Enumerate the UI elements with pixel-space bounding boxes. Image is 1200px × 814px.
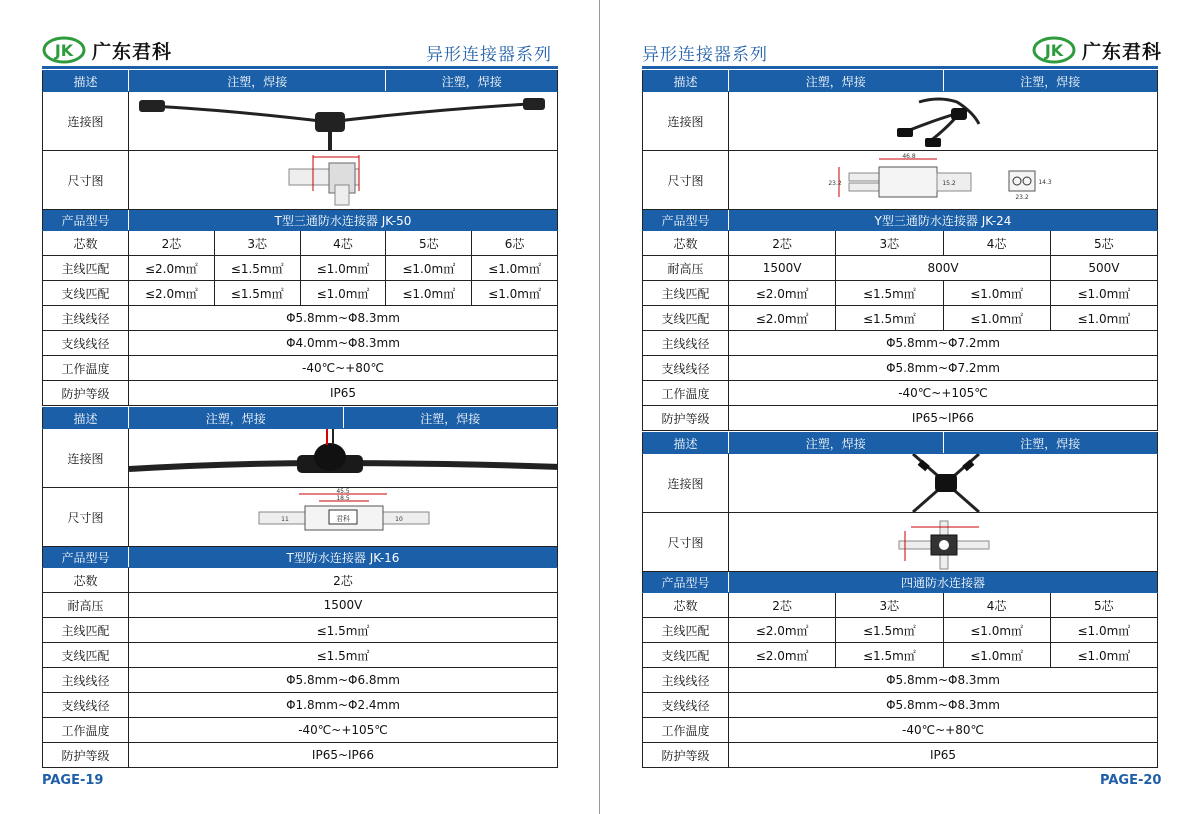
cell: 4芯	[300, 231, 386, 256]
dimension-drawing	[729, 513, 1158, 572]
table-row	[43, 256, 558, 281]
dim-w2-text: 18.5	[336, 495, 350, 502]
cell: ≤2.0m㎡	[129, 256, 215, 281]
dimension-label: 尺寸图	[43, 488, 129, 547]
table-header-row	[643, 572, 1158, 593]
series-title: 异形连接器系列	[642, 45, 768, 65]
cell: -40℃~+105℃	[129, 718, 558, 743]
table-header-row	[43, 408, 558, 429]
dimension-drawing	[129, 151, 558, 210]
ip-label: 防护等级	[643, 406, 729, 431]
page-20	[600, 0, 1200, 814]
desc-label: 描述	[643, 433, 729, 454]
table-row	[43, 356, 558, 381]
page-number: PAGE-19	[42, 773, 104, 788]
table-row	[643, 281, 1158, 306]
cell: Φ5.8mm~Φ7.2mm	[729, 331, 1158, 356]
voltage-label: 耐高压	[43, 593, 129, 618]
desc-a: 注塑，焊接	[129, 408, 344, 429]
model-name: 四通防水连接器	[729, 572, 1158, 593]
cell: ≤1.0m㎡	[943, 306, 1050, 331]
branch-match-label: 支线匹配	[643, 306, 729, 331]
connection-photo	[129, 92, 558, 151]
cell: 3芯	[836, 231, 943, 256]
cell: ≤1.0m㎡	[386, 256, 472, 281]
table-row	[643, 513, 1158, 572]
spec-table-jk24	[642, 70, 1158, 431]
table-row	[643, 306, 1158, 331]
table-row	[43, 593, 558, 618]
spec-table-four-way	[642, 432, 1158, 768]
cell: Φ4.0mm~Φ8.3mm	[129, 331, 558, 356]
branch-dia-label: 支线线径	[43, 331, 129, 356]
cores-label: 芯数	[643, 593, 729, 618]
spec-table-jk16	[42, 407, 558, 768]
logo-mark-text: JK	[1044, 41, 1064, 60]
cell: 5芯	[386, 231, 472, 256]
cell: ≤1.5m㎡	[836, 281, 943, 306]
brand-logo	[1032, 36, 1162, 64]
model-label: 产品型号	[43, 547, 129, 568]
ip-label: 防护等级	[43, 381, 129, 406]
table-header-row	[43, 547, 558, 568]
cell: ≤1.0m㎡	[386, 281, 472, 306]
cell: 5芯	[1050, 593, 1157, 618]
main-match-label: 主线匹配	[643, 281, 729, 306]
cores-label: 芯数	[43, 568, 129, 593]
model-label: 产品型号	[643, 572, 729, 593]
cell: ≤1.5m㎡	[836, 306, 943, 331]
main-match-label: 主线匹配	[643, 618, 729, 643]
cell: ≤1.5m㎡	[214, 256, 300, 281]
page-number: PAGE-20	[1100, 773, 1162, 788]
cell: 6芯	[472, 231, 558, 256]
table-row	[643, 643, 1158, 668]
cell: ≤1.5m㎡	[836, 618, 943, 643]
branch-match-label: 支线匹配	[643, 643, 729, 668]
header-rule	[642, 66, 1158, 69]
branch-match-label: 支线匹配	[43, 643, 129, 668]
temp-label: 工作温度	[43, 356, 129, 381]
main-match-label: 主线匹配	[43, 618, 129, 643]
table-row	[643, 454, 1158, 513]
table-row	[43, 488, 558, 547]
cell: ≤1.0m㎡	[472, 281, 558, 306]
table-row	[643, 743, 1158, 768]
main-dia-label: 主线线径	[43, 306, 129, 331]
table-row	[643, 668, 1158, 693]
model-name: T型三通防水连接器 JK-50	[129, 210, 558, 231]
cell: ≤1.0m㎡	[472, 256, 558, 281]
temp-label: 工作温度	[43, 718, 129, 743]
dimension-label: 尺寸图	[643, 151, 729, 210]
cell: IP65	[729, 743, 1158, 768]
branch-dia-label: 支线线径	[643, 356, 729, 381]
table-header-row	[43, 210, 558, 231]
main-dia-label: 主线线径	[43, 668, 129, 693]
desc-b: 注塑，焊接	[943, 71, 1158, 92]
cell: 2芯	[129, 231, 215, 256]
cell: ≤1.5m㎡	[129, 618, 558, 643]
cell: ≤2.0m㎡	[129, 281, 215, 306]
dim-h3-text: 14.3	[1038, 179, 1052, 186]
header-rule	[42, 66, 558, 69]
table-header-row	[643, 71, 1158, 92]
table-row	[643, 381, 1158, 406]
logo-mark-text: JK	[54, 41, 74, 60]
cell: ≤2.0m㎡	[729, 643, 836, 668]
branch-dia-label: 支线线径	[43, 693, 129, 718]
table-header-row	[643, 210, 1158, 231]
table-row	[643, 151, 1158, 210]
spec-table-jk50	[42, 70, 558, 406]
cell: 3芯	[836, 593, 943, 618]
model-name: T型防水连接器 JK-16	[129, 547, 558, 568]
connection-photo	[729, 454, 1158, 513]
table-row	[643, 331, 1158, 356]
cell: 4芯	[943, 593, 1050, 618]
table-row	[43, 381, 558, 406]
table-row	[43, 643, 558, 668]
cell: -40℃~+80℃	[729, 718, 1158, 743]
cell: ≤1.5m㎡	[836, 643, 943, 668]
connection-photo	[129, 429, 558, 488]
table-row	[43, 693, 558, 718]
cell: 3芯	[214, 231, 300, 256]
cell: Φ5.8mm~Φ8.3mm	[129, 306, 558, 331]
model-name: Y型三通防水连接器 JK-24	[729, 210, 1158, 231]
table-row	[643, 406, 1158, 431]
table-header-row	[43, 71, 558, 92]
cell: ≤1.5m㎡	[129, 643, 558, 668]
main-match-label: 主线匹配	[43, 256, 129, 281]
jk-logo-icon	[42, 36, 86, 64]
desc-label: 描述	[43, 71, 129, 92]
table-row	[43, 231, 558, 256]
cell: ≤1.5m㎡	[214, 281, 300, 306]
table-row	[43, 281, 558, 306]
cell: -40℃~+80℃	[129, 356, 558, 381]
dim-h2-text: 10	[395, 516, 403, 523]
desc-label: 描述	[43, 408, 129, 429]
table-row	[43, 743, 558, 768]
connection-label: 连接图	[43, 429, 129, 488]
cell: ≤1.0m㎡	[943, 281, 1050, 306]
desc-b: 注塑，焊接	[943, 433, 1158, 454]
temp-label: 工作温度	[643, 718, 729, 743]
connection-photo	[729, 92, 1158, 151]
jk-logo-icon	[1032, 36, 1076, 64]
ip-label: 防护等级	[643, 743, 729, 768]
main-dia-label: 主线线径	[643, 331, 729, 356]
cell: Φ5.8mm~Φ6.8mm	[129, 668, 558, 693]
cell: ≤1.0m㎡	[1050, 618, 1157, 643]
table-row	[43, 618, 558, 643]
branch-dia-label: 支线线径	[643, 693, 729, 718]
desc-a: 注塑，焊接	[729, 71, 944, 92]
cell: 2芯	[729, 231, 836, 256]
table-row	[43, 429, 558, 488]
table-row	[643, 693, 1158, 718]
cell: ≤1.0m㎡	[1050, 643, 1157, 668]
cell: ≤1.0m㎡	[943, 618, 1050, 643]
table-row	[643, 618, 1158, 643]
dim-h2-text: 15.2	[942, 180, 956, 187]
cell: 2芯	[129, 568, 558, 593]
branch-match-label: 支线匹配	[43, 281, 129, 306]
cores-label: 芯数	[43, 231, 129, 256]
cell: 1500V	[729, 256, 836, 281]
main-dia-label: 主线线径	[643, 668, 729, 693]
table-row	[643, 718, 1158, 743]
cell: 2芯	[729, 593, 836, 618]
cell: IP65~IP66	[729, 406, 1158, 431]
dim-body-text: 君科	[336, 515, 350, 523]
brand-logo	[42, 36, 172, 64]
table-row	[43, 668, 558, 693]
table-row	[43, 151, 558, 210]
cell: ≤1.0m㎡	[1050, 281, 1157, 306]
table-row	[43, 331, 558, 356]
dim-h1-text: 23.2	[828, 180, 842, 187]
brand-name: 广东君科	[1082, 40, 1163, 63]
table-row	[43, 568, 558, 593]
desc-label: 描述	[643, 71, 729, 92]
table-row	[643, 256, 1158, 281]
cell: IP65	[129, 381, 558, 406]
cell: Φ5.8mm~Φ8.3mm	[729, 668, 1158, 693]
cell: 4芯	[943, 231, 1050, 256]
series-title: 异形连接器系列	[426, 45, 552, 65]
dimension-label: 尺寸图	[43, 151, 129, 210]
dimension-drawing	[729, 151, 1158, 210]
cell: 800V	[836, 256, 1051, 281]
dimension-label: 尺寸图	[643, 513, 729, 572]
cell: 500V	[1050, 256, 1157, 281]
dim-w-text: 46.8	[902, 153, 916, 160]
table-row	[43, 306, 558, 331]
table-row	[643, 231, 1158, 256]
cell: Φ5.8mm~Φ8.3mm	[729, 693, 1158, 718]
cell: ≤1.0m㎡	[300, 256, 386, 281]
table-row	[643, 593, 1158, 618]
desc-a: 注塑，焊接	[129, 71, 386, 92]
cell: 5芯	[1050, 231, 1157, 256]
table-row	[43, 92, 558, 151]
dim-w2-text: 23.2	[1015, 194, 1029, 201]
cell: ≤1.0m㎡	[300, 281, 386, 306]
cell: ≤2.0m㎡	[729, 618, 836, 643]
model-label: 产品型号	[43, 210, 129, 231]
connection-label: 连接图	[643, 92, 729, 151]
desc-b: 注塑，焊接	[386, 71, 558, 92]
ip-label: 防护等级	[43, 743, 129, 768]
table-row	[643, 92, 1158, 151]
cell: -40℃~+105℃	[729, 381, 1158, 406]
desc-a: 注塑，焊接	[729, 433, 944, 454]
cell: Φ1.8mm~Φ2.4mm	[129, 693, 558, 718]
brand-name: 广东君科	[92, 40, 173, 63]
connection-label: 连接图	[643, 454, 729, 513]
model-label: 产品型号	[643, 210, 729, 231]
cell: ≤2.0m㎡	[729, 281, 836, 306]
table-row	[43, 718, 558, 743]
dim-h1-text: 11	[281, 516, 289, 523]
connection-label: 连接图	[43, 92, 129, 151]
temp-label: 工作温度	[643, 381, 729, 406]
dim-w1-text: 45.5	[336, 488, 350, 495]
table-row	[643, 356, 1158, 381]
dimension-drawing	[129, 488, 558, 547]
cell: Φ5.8mm~Φ7.2mm	[729, 356, 1158, 381]
table-header-row	[643, 433, 1158, 454]
voltage-label: 耐高压	[643, 256, 729, 281]
cores-label: 芯数	[643, 231, 729, 256]
cell: ≤2.0m㎡	[729, 306, 836, 331]
cell: 1500V	[129, 593, 558, 618]
cell: IP65~IP66	[129, 743, 558, 768]
cell: ≤1.0m㎡	[1050, 306, 1157, 331]
cell: ≤1.0m㎡	[943, 643, 1050, 668]
desc-b: 注塑，焊接	[343, 408, 558, 429]
